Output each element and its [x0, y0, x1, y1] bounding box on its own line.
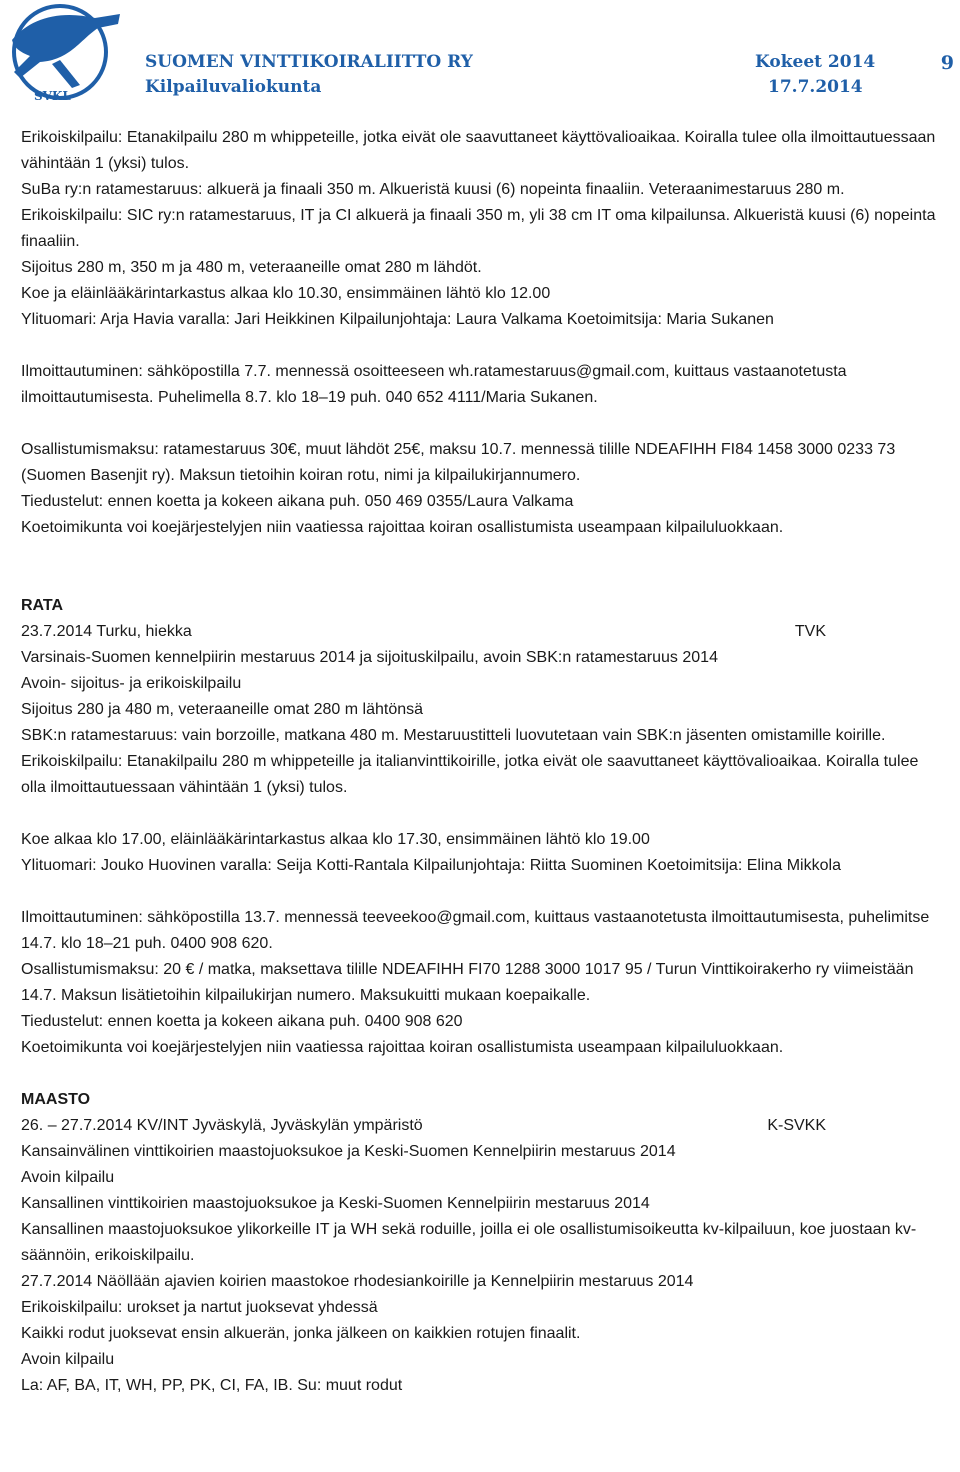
paragraph: Sijoitus 280 ja 480 m, veteraaneille omat 280 m lähtönsä — [21, 701, 424, 718]
paragraph: Osallistumismaksu: 20 € / matka, maksettava tilille NDEAFIHH FI70 1288 3000 1017 95 / Turun Vinttikoirakerho ry viimeistään 14.7. Maksun lisätietoihin kilpailukirjan numero. Maksukuitti mukaan koepaikalle. — [21, 961, 914, 1004]
paragraph: Osallistumismaksu: ratamestaruus 30€, muut lähdöt 25€, maksu 10.7. mennessä tilille NDEAFIHH FI84 1458 3000 0233 73 (Suomen Basenjit ry). Maksun tietoihin koiran rotu, nimi ja kilpailukirjannumero. — [21, 441, 896, 484]
svg-text:SVKL: SVKL — [34, 89, 71, 103]
page-number: 9 — [940, 52, 954, 74]
paragraph: Tiedustelut: ennen koetta ja kokeen aikana puh. 0400 908 620 — [21, 1013, 463, 1030]
event-date: 23.7.2014 Turku, hiekka — [21, 623, 192, 640]
paragraph: Sijoitus 280 m, 350 m ja 480 m, veteraaneille omat 280 m lähdöt. — [21, 259, 482, 276]
paragraph: Koetoimikunta voi koejärjestelyjen niin vaatiessa rajoittaa koiran osallistumista useampaan kilpailuluokkaan. — [21, 519, 784, 536]
paragraph: Erikoiskilpailu: Etanakilpailu 280 m whippeteille ja italianvinttikoirille, jotka eivät ole saavuttaneet käyttövalioaikaa. Koiralla tulee olla ilmoittautuessaan vähintään 1 (yksi) tulos. — [21, 753, 919, 796]
section-heading-rata: RATA — [21, 597, 64, 614]
paragraph: Tiedustelut: ennen koetta ja kokeen aikana puh. 050 469 0355/Laura Valkama — [21, 493, 574, 510]
doc-title: Kokeet 2014 — [755, 52, 876, 72]
event-club: K-SVKK — [767, 1117, 826, 1134]
paragraph: Koe ja eläinlääkärintarkastus alkaa klo 10.30, ensimmäinen lähtö klo 12.00 — [21, 285, 551, 302]
paragraph: Koe alkaa klo 17.00, eläinlääkärintarkastus alkaa klo 17.30, ensimmäinen lähtö klo 19.00 — [21, 831, 650, 848]
paragraph: Erikoiskilpailu: Etanakilpailu 280 m whippeteille, jotka eivät ole saavuttaneet käyttövalioaikaa. Koiralla tulee olla ilmoittautuessaan vähintään 1 (yksi) tulos. — [21, 129, 936, 172]
paragraph: SuBa ry:n ratamestaruus: alkuerä ja finaali 350 m. Alkueristä kuusi (6) nopeinta finaaliin. Veteraanimestaruus 280 m. — [21, 181, 845, 198]
event-row — [21, 1113, 946, 1139]
paragraph: Kansallinen maastojuoksukoe ylikorkeille IT ja WH sekä roduille, joilla ei ole osallistumisoikeutta kv-kilpailuun, koe juostaan kv-säännöin, erikoiskilpailu. — [21, 1221, 917, 1264]
paragraph: Avoin- sijoitus- ja erikoiskilpailu — [21, 675, 242, 692]
paragraph: Ilmoittautuminen: sähköpostilla 13.7. mennessä teeveekoo@gmail.com, kuittaus vastaanotetusta ilmoittautumisesta, puhelimitse 14.7. klo 18–21 puh. 0400 908 620. — [21, 909, 930, 952]
paragraph: 27.7.2014 Näöllään ajavien koirien maastokoe rhodesiankoirille ja Kennelpiirin mestaruus 2014 — [21, 1273, 694, 1290]
paragraph: Ylituomari: Jouko Huovinen varalla: Seija Kotti-Rantala Kilpailunjohtaja: Riitta Suominen Koetoimitsija: Elina Mikkola — [21, 857, 841, 874]
document-body — [21, 125, 946, 1399]
org-name: SUOMEN VINTTIKOIRALIITTO RY — [145, 52, 473, 72]
doc-date: 17.7.2014 — [768, 77, 863, 97]
event-date: 26. – 27.7.2014 KV/INT Jyväskylä, Jyväskylän ympäristö — [21, 1117, 423, 1134]
paragraph: Avoin kilpailu — [21, 1169, 115, 1186]
paragraph: Kaikki rodut juoksevat ensin alkuerän, jonka jälkeen on kaikkien rotujen finaalit. — [21, 1325, 581, 1342]
event-row — [21, 619, 946, 645]
paragraph: Avoin kilpailu — [21, 1351, 115, 1368]
paragraph: Ylituomari: Arja Havia varalla: Jari Heikkinen Kilpailunjohtaja: Laura Valkama Koetoimitsija: Maria Sukanen — [21, 311, 774, 328]
section-heading-maasto: MAASTO — [21, 1091, 91, 1108]
paragraph: Erikoiskilpailu: SIC ry:n ratamestaruus, IT ja CI alkuerä ja finaali 350 m, yli 38 cm IT oma kilpailunsa. Alkueristä kuusi (6) nopeinta finaaliin. — [21, 207, 936, 250]
paragraph: Varsinais-Suomen kennelpiirin mestaruus 2014 ja sijoituskilpailu, avoin SBK:n ratamestaruus 2014 — [21, 649, 718, 666]
paragraph: Kansainvälinen vinttikoirien maastojuoksukoe ja Keski-Suomen Kennelpiirin mestaruus 2014 — [21, 1143, 676, 1160]
registration-info: Ilmoittautuminen: sähköpostilla 7.7. mennessä osoitteeseen wh.ratamestaruus@gmail.com, kuittaus vastaanotetusta ilmoittautumisesta. Puhelimella 8.7. klo 18–19 puh. 040 652 4111/Maria Sukanen. — [21, 363, 847, 406]
paragraph: Erikoiskilpailu: urokset ja nartut juoksevat yhdessä — [21, 1299, 378, 1316]
paragraph: SBK:n ratamestaruus: vain borzoille, matkana 480 m. Mestaruustitteli luovutetaan vain SBK:n jäsenten omistamille koirille. — [21, 727, 886, 744]
dept-name: Kilpailuvaliokunta — [145, 77, 322, 97]
paragraph: La: AF, BA, IT, WH, PP, PK, CI, FA, IB. Su: muut rodut — [21, 1377, 403, 1394]
svkl-logo — [0, 0, 135, 105]
event-club: TVK — [794, 623, 826, 640]
paragraph: Koetoimikunta voi koejärjestelyjen niin vaatiessa rajoittaa koiran osallistumista useampaan kilpailuluokkaan. — [21, 1039, 784, 1056]
paragraph: Kansallinen vinttikoirien maastojuoksukoe ja Keski-Suomen Kennelpiirin mestaruus 2014 — [21, 1195, 650, 1212]
